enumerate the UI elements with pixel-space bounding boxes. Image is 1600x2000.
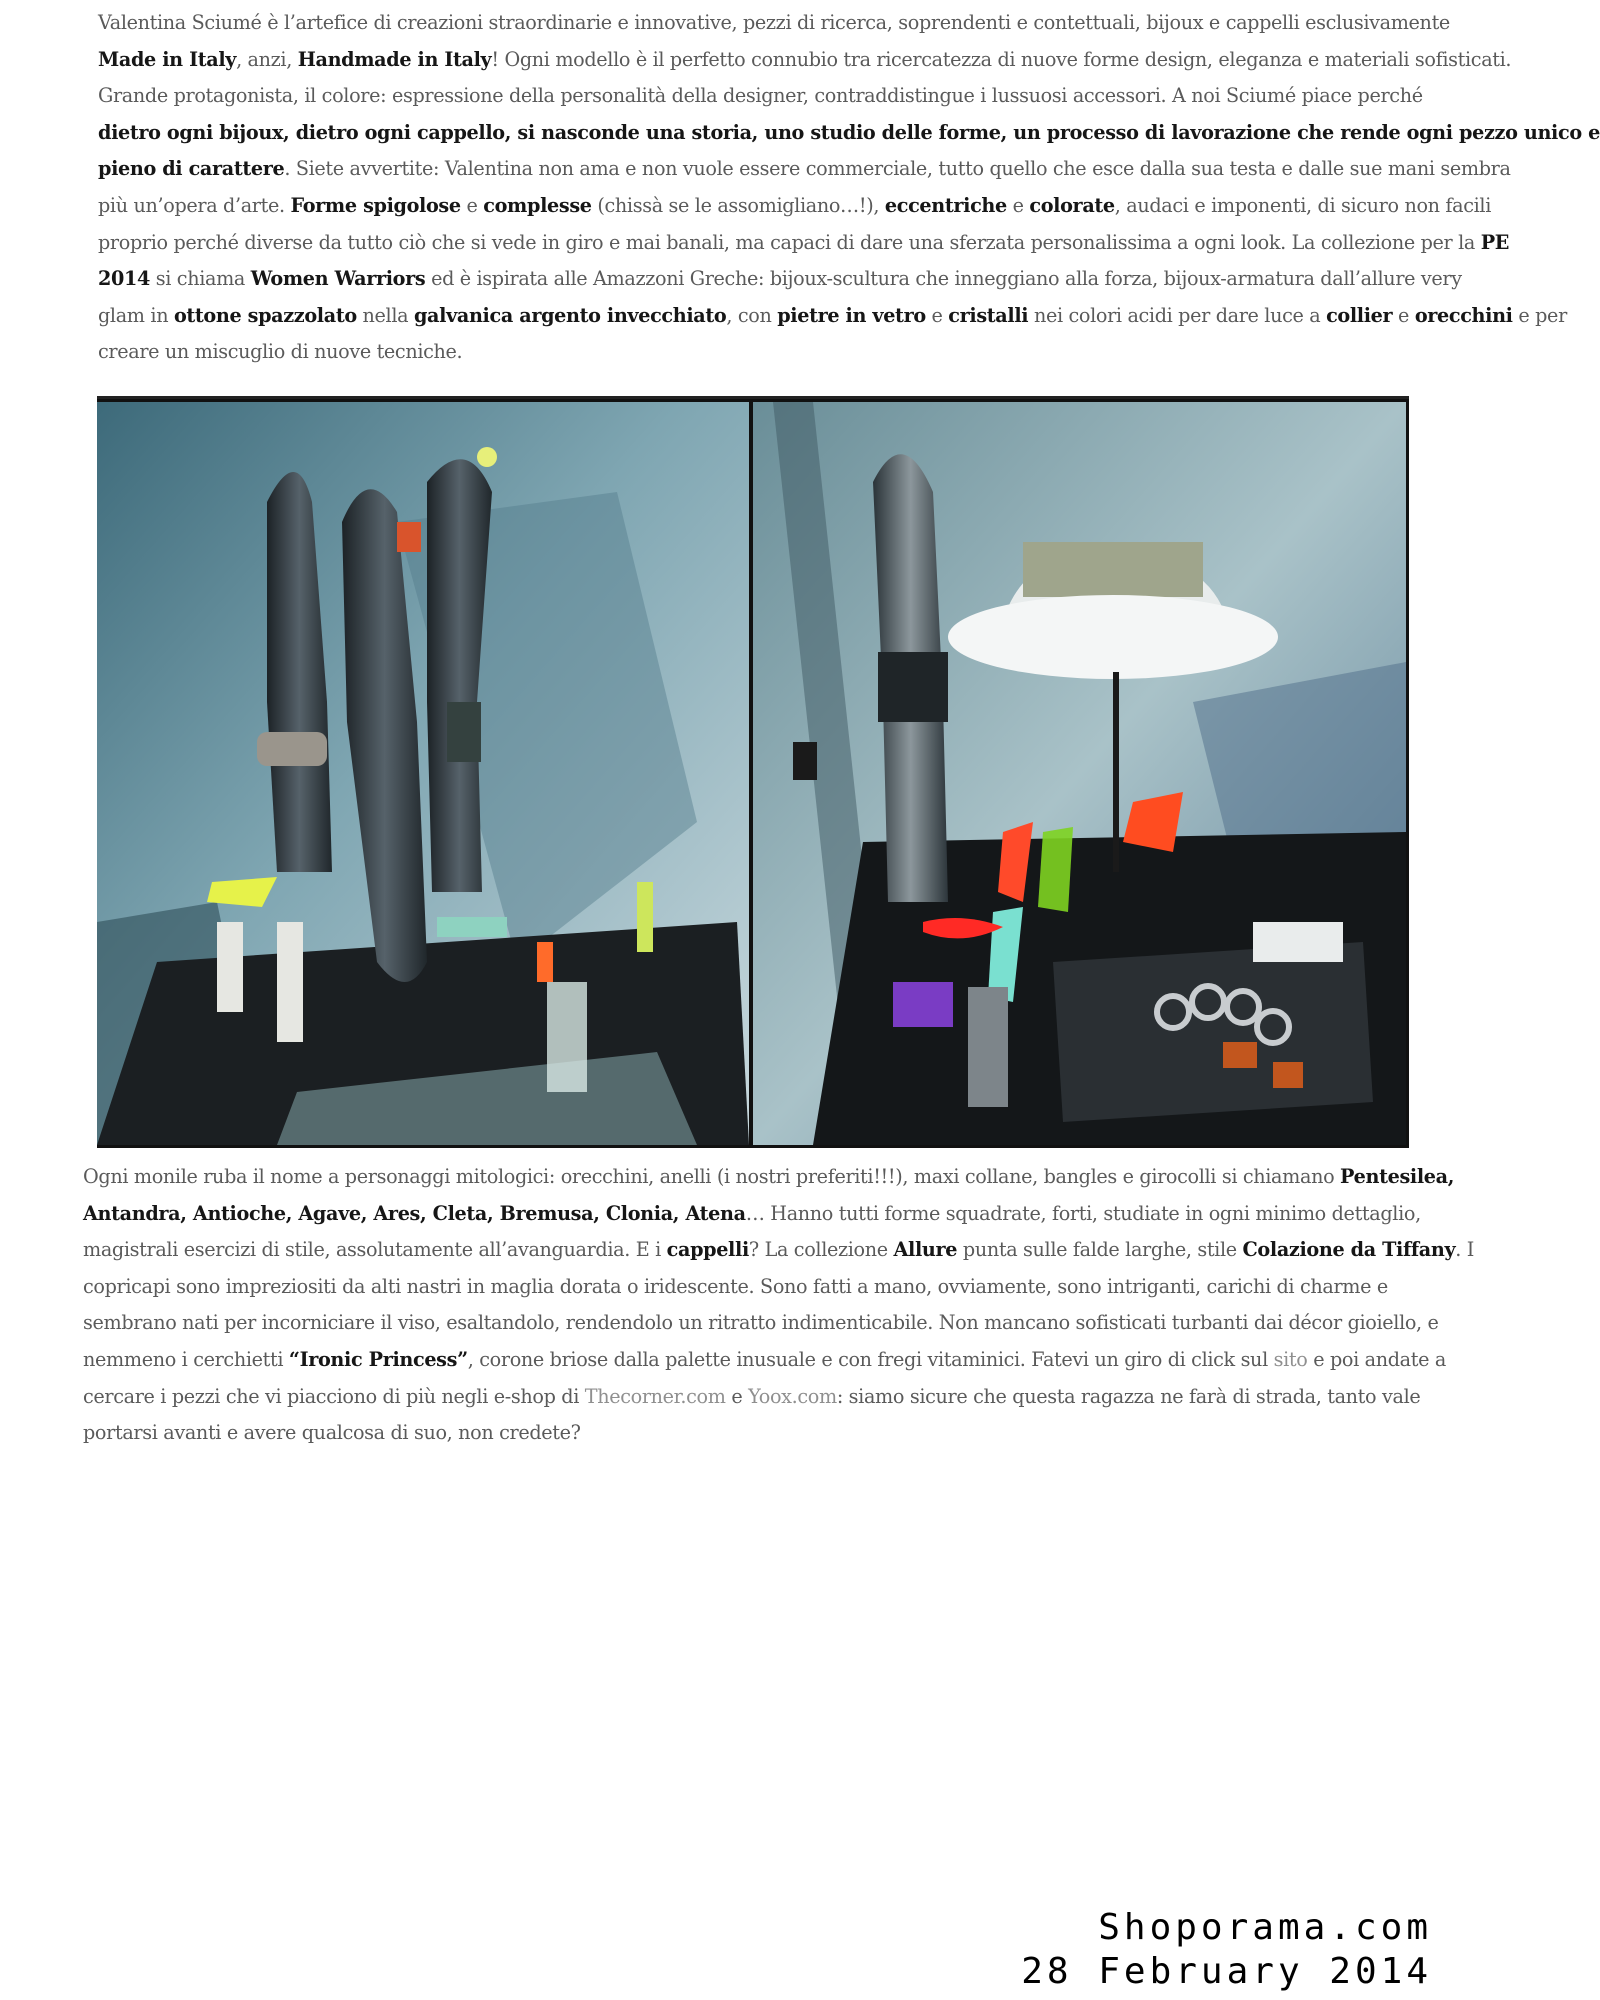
text-run: (chissà se le assomigliano…!),: [591, 193, 885, 217]
text-run: si chiama: [150, 267, 251, 291]
text-run: glam in: [98, 303, 174, 327]
text-run: . I: [1455, 1238, 1474, 1262]
text-line: [83, 1196, 1443, 1233]
text-run: nei colori acidi per dare luce a: [1028, 303, 1327, 327]
text-run: portarsi avanti e avere qualcosa di suo, non credete?: [83, 1421, 581, 1445]
text-run: e: [460, 193, 484, 217]
text-run: e: [725, 1384, 749, 1408]
text-line: [83, 1232, 1474, 1269]
text-line: [98, 42, 1512, 79]
text-run: creare un miscuglio di nuove tecniche.: [98, 340, 463, 364]
text-run: ? La collezione: [748, 1238, 894, 1262]
text-run: proprio perché diverse da tutto ciò che si vede in giro e mai banali, ma capaci di dare una sferzata personalissima a ogni look. La collezione per la: [98, 230, 1481, 254]
inline-link[interactable]: Yoox.com: [748, 1384, 837, 1408]
text-run: cercare i pezzi che vi piacciono di più negli e-shop di: [83, 1384, 585, 1408]
text-run: ! Ogni modello è il perfetto connubio tra ricercatezza di nuove forme design, eleganza e materiali sofisticati.: [491, 47, 1512, 71]
bold-text: orecchini: [1414, 303, 1513, 327]
text-run: : siamo sicure che questa ragazza ne farà di strada, tanto vale: [836, 1384, 1421, 1408]
text-line: [83, 1269, 1443, 1306]
bold-text: pieno di carattere: [98, 157, 285, 181]
text-line: [98, 5, 1450, 42]
bold-text: Colazione da Tiffany: [1242, 1238, 1456, 1262]
inline-link[interactable]: Thecorner.com: [584, 1384, 726, 1408]
bold-text: complesse: [483, 193, 592, 217]
text-line: [83, 1342, 1446, 1379]
text-run: sembrano nati per incorniciare il viso, esaltandolo, rendendolo un ritratto indimenticabile. Non mancano sofisticati turbanti dai décor gioiello, e: [83, 1311, 1439, 1335]
bold-text: Women Warriors: [250, 267, 426, 291]
article-paragraph-intro: [98, 5, 1600, 371]
bold-text: Handmade in Italy: [297, 47, 492, 71]
bold-text: PE: [1480, 230, 1510, 254]
text-run: e: [925, 303, 949, 327]
text-run: , con: [726, 303, 778, 327]
bold-text: “Ironic Princess”: [288, 1347, 468, 1371]
text-run: più un’opera d’arte.: [98, 193, 291, 217]
bold-text: pietre in vetro: [777, 303, 926, 327]
text-line: [98, 261, 1462, 298]
photo-panel-mannequin-hands: [97, 402, 749, 1145]
text-run: punta sulle falde larghe, stile: [957, 1238, 1243, 1262]
text-run: Valentina Sciumé è l’artefice di creazioni straordinarie e innovative, pezzi di ricerca, soprendenti e contettuali, bijoux e cappelli esclusivamente: [98, 11, 1450, 34]
text-run: e: [1006, 193, 1030, 217]
photo-panel-hat-and-jewelry: [753, 402, 1406, 1145]
bold-text: collier: [1326, 303, 1393, 327]
text-line: [98, 78, 1423, 115]
text-run: e poi andate a: [1307, 1347, 1446, 1371]
text-line: [83, 1379, 1443, 1416]
bold-text: Made in Italy: [98, 47, 237, 71]
bold-text: cappelli: [666, 1238, 749, 1262]
footer-credit: [1021, 1906, 1432, 1994]
text-line: [98, 188, 1492, 225]
text-line: [98, 334, 1418, 371]
text-line: [83, 1159, 1455, 1196]
text-line: [98, 225, 1510, 262]
text-run: , anzi,: [236, 47, 298, 71]
bold-text: ottone spazzolato: [173, 303, 357, 327]
text-line: [83, 1305, 1443, 1342]
bold-text: colorate: [1029, 193, 1115, 217]
text-run: ed è ispirata alle Amazzoni Greche: bijoux-scultura che inneggiano alla forza, bijoux-armatura dall’allure very: [425, 267, 1462, 291]
text-run: nemmeno i cerchietti: [83, 1347, 289, 1371]
footer-site: Shoporama.com: [1098, 1907, 1432, 1948]
text-run: Grande protagonista, il colore: espressione della personalità della designer, contraddistingue i lussuosi accessori. A noi Sciumé piace perché: [98, 84, 1423, 108]
text-line: [98, 115, 1600, 152]
text-run: , corone briose dalla palette inusuale e con fregi vitaminici. Fatevi un giro di click sul: [467, 1347, 1274, 1371]
bold-text: galvanica argento invecchiato: [413, 303, 727, 327]
bold-text: cristalli: [948, 303, 1029, 327]
text-run: , audaci e imponenti, di sicuro non facili: [1114, 193, 1492, 217]
text-line: [83, 1415, 1443, 1452]
text-line: [98, 151, 1511, 188]
footer-date: 28 February 2014: [1021, 1951, 1432, 1992]
bold-text: 2014: [98, 267, 151, 291]
jewelry-display-photo: [97, 396, 1409, 1148]
text-run: . Siete avvertite: Valentina non ama e non vuole essere commerciale, tutto quello che esce dalla sua testa e dalle sue mani sembra: [284, 157, 1511, 181]
text-run: nella: [356, 303, 414, 327]
text-run: copricapi sono impreziositi da alti nastri in maglia dorata o iridescente. Sono fatti a mano, ovviamente, sono intriganti, carichi di charme e: [83, 1274, 1388, 1298]
text-run: Ogni monile ruba il nome a personaggi mitologici: orecchini, anelli (i nostri preferiti!!!), maxi collane, bangles e girocolli si chiamano: [83, 1165, 1341, 1188]
text-run: magistrali esercizi di stile, assolutamente all’avanguardia. E i: [83, 1238, 667, 1262]
bold-text: Forme spigolose: [290, 193, 461, 217]
text-run: … Hanno tutti forme squadrate, forti, studiate in ogni minimo dettaglio,: [745, 1201, 1421, 1225]
bold-text: Pentesilea,: [1340, 1165, 1455, 1188]
text-line: [98, 298, 1567, 335]
bold-text: dietro ogni bijoux, dietro ogni cappello, si nasconde una storia, uno studio delle forme, un processo di lavorazione che rende ogni pezzo unico e: [98, 120, 1600, 144]
bold-text: eccentriche: [884, 193, 1007, 217]
bold-text: Allure: [893, 1238, 958, 1262]
bold-text: Antandra, Antioche, Agave, Ares, Cleta, Bremusa, Clonia, Atena: [83, 1201, 746, 1225]
inline-link[interactable]: sito: [1273, 1347, 1308, 1371]
text-run: e per: [1512, 303, 1567, 327]
article-paragraph-collection: [83, 1159, 1474, 1452]
text-run: e: [1392, 303, 1415, 327]
